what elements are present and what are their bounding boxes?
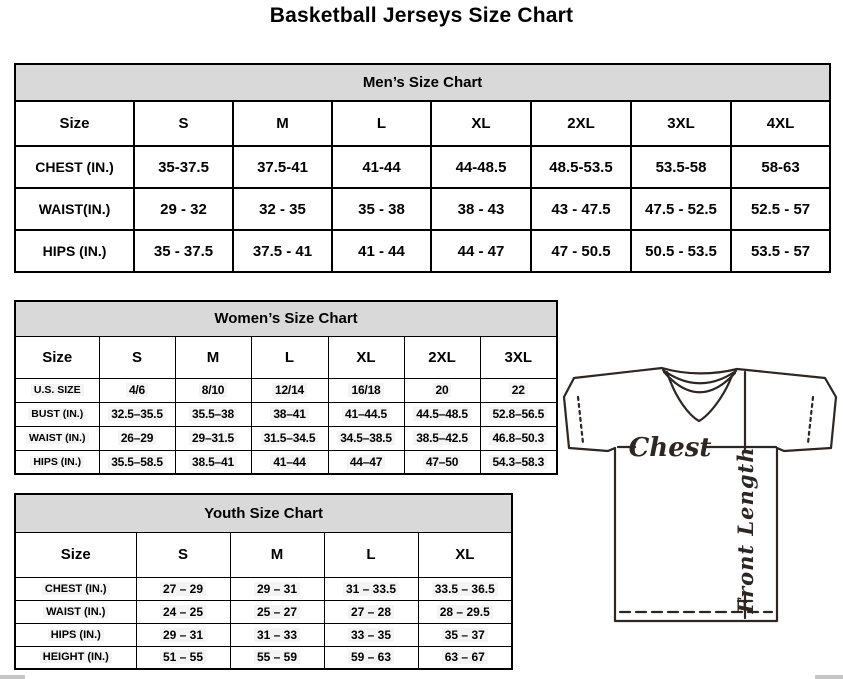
size-value: 35.5–38	[175, 402, 251, 426]
table-row	[15, 450, 557, 474]
table-row	[15, 623, 512, 646]
size-value: 44 - 47	[431, 230, 531, 272]
size-value: 38.5–41	[175, 450, 251, 474]
page-title: Basketball Jerseys Size Chart	[269, 4, 574, 27]
size-value: 16/18	[328, 378, 404, 402]
column-header: M	[230, 532, 324, 577]
size-value: 47.5 - 52.5	[631, 188, 731, 230]
youth-size-chart-table	[14, 493, 513, 670]
column-header: 2XL	[531, 101, 631, 146]
table-title-row	[15, 301, 557, 336]
table-row	[15, 378, 557, 402]
column-header: S	[99, 336, 175, 378]
size-value: 51 – 55	[136, 646, 230, 669]
size-value: 41 - 44	[332, 230, 431, 272]
column-header: 4XL	[731, 101, 830, 146]
table-title: Youth Size Chart	[15, 494, 512, 532]
column-header: M	[175, 336, 251, 378]
table-body	[15, 146, 830, 272]
size-value: 55 – 59	[230, 646, 324, 669]
size-value: 44.5–48.5	[404, 402, 480, 426]
size-value: 35 - 37.5	[134, 230, 233, 272]
column-header: XL	[328, 336, 404, 378]
front-length-label: Front Length	[733, 446, 758, 614]
table-title-row	[15, 64, 830, 101]
table-header-row	[15, 336, 557, 378]
size-value: 34.5–38.5	[328, 426, 404, 450]
column-header: Size	[15, 532, 136, 577]
table-row	[15, 577, 512, 600]
size-value: 26–29	[99, 426, 175, 450]
size-value: 53.5 - 57	[731, 230, 830, 272]
size-value: 35-37.5	[134, 146, 233, 188]
column-header: 3XL	[480, 336, 557, 378]
table-row	[15, 600, 512, 623]
size-value: 4/6	[99, 378, 175, 402]
size-value: 33.5 – 36.5	[418, 577, 512, 600]
size-value: 41-44	[332, 146, 431, 188]
table-body	[15, 378, 557, 474]
horizontal-scrollbar[interactable]	[0, 675, 843, 679]
size-value: 8/10	[175, 378, 251, 402]
size-value: 35 - 38	[332, 188, 431, 230]
jersey-diagram	[556, 356, 843, 628]
table-row	[15, 646, 512, 669]
size-value: 27 – 28	[324, 600, 418, 623]
size-value: 47 - 50.5	[531, 230, 631, 272]
table-row	[15, 188, 830, 230]
size-value: 41–44	[251, 450, 328, 474]
table-title-row	[15, 494, 512, 532]
size-value: 35 – 37	[418, 623, 512, 646]
size-value: 38–41	[251, 402, 328, 426]
table-title: Men’s Size Chart	[15, 64, 830, 101]
column-header: XL	[418, 532, 512, 577]
row-label: HIPS (IN.)	[15, 230, 134, 272]
size-value: 24 – 25	[136, 600, 230, 623]
column-header: L	[332, 101, 431, 146]
column-header: 3XL	[631, 101, 731, 146]
row-label: HEIGHT (IN.)	[15, 646, 136, 669]
table-title: Women’s Size Chart	[15, 301, 557, 336]
size-value: 29 - 32	[134, 188, 233, 230]
table-row	[15, 402, 557, 426]
size-value: 52.5 - 57	[731, 188, 830, 230]
size-value: 54.3–58.3	[480, 450, 557, 474]
column-header: L	[324, 532, 418, 577]
chest-label: Chest	[628, 433, 712, 463]
column-header: 2XL	[404, 336, 480, 378]
column-header: XL	[431, 101, 531, 146]
table-header-row	[15, 532, 512, 577]
row-label: HIPS (IN.)	[15, 623, 136, 646]
size-value: 38 - 43	[431, 188, 531, 230]
size-value: 32.5–35.5	[99, 402, 175, 426]
row-label: CHEST (IN.)	[15, 577, 136, 600]
column-header: S	[134, 101, 233, 146]
size-value: 31.5–34.5	[251, 426, 328, 450]
size-value: 59 – 63	[324, 646, 418, 669]
column-header: S	[136, 532, 230, 577]
size-value: 33 – 35	[324, 623, 418, 646]
row-label: BUST (IN.)	[15, 402, 99, 426]
table-row	[15, 146, 830, 188]
column-header: Size	[15, 101, 134, 146]
size-value: 52.8–56.5	[480, 402, 557, 426]
scrollbar-right-edge[interactable]	[815, 675, 843, 679]
scrollbar-left-edge[interactable]	[0, 675, 25, 679]
size-value: 31 – 33.5	[324, 577, 418, 600]
table-row	[15, 230, 830, 272]
size-value: 53.5-58	[631, 146, 731, 188]
mens-size-chart-table	[14, 63, 831, 273]
size-value: 31 – 33	[230, 623, 324, 646]
row-label: HIPS (IN.)	[15, 450, 99, 474]
size-value: 46.8–50.3	[480, 426, 557, 450]
size-value: 12/14	[251, 378, 328, 402]
jersey-outline	[564, 368, 836, 621]
size-value: 48.5-53.5	[531, 146, 631, 188]
size-value: 20	[404, 378, 480, 402]
column-header: M	[233, 101, 332, 146]
size-value: 58-63	[731, 146, 830, 188]
row-label: CHEST (IN.)	[15, 146, 134, 188]
size-value: 38.5–42.5	[404, 426, 480, 450]
column-header: Size	[15, 336, 99, 378]
size-value: 35.5–58.5	[99, 450, 175, 474]
size-value: 28 – 29.5	[418, 600, 512, 623]
size-value: 41–44.5	[328, 402, 404, 426]
womens-size-chart-table	[14, 300, 558, 475]
size-value: 44-48.5	[431, 146, 531, 188]
size-value: 44–47	[328, 450, 404, 474]
row-label: WAIST(IN.)	[15, 188, 134, 230]
table-header-row	[15, 101, 830, 146]
size-value: 50.5 - 53.5	[631, 230, 731, 272]
size-value: 32 - 35	[233, 188, 332, 230]
size-value: 27 – 29	[136, 577, 230, 600]
size-value: 37.5-41	[233, 146, 332, 188]
size-value: 25 – 27	[230, 600, 324, 623]
table-body	[15, 577, 512, 669]
size-value: 37.5 - 41	[233, 230, 332, 272]
column-header: L	[251, 336, 328, 378]
size-value: 63 – 67	[418, 646, 512, 669]
row-label: WAIST (IN.)	[15, 600, 136, 623]
table-row	[15, 426, 557, 450]
row-label: WAIST (IN.)	[15, 426, 99, 450]
row-label: U.S. SIZE	[15, 378, 99, 402]
size-value: 47–50	[404, 450, 480, 474]
size-value: 29 – 31	[136, 623, 230, 646]
size-value: 29–31.5	[175, 426, 251, 450]
size-value: 22	[480, 378, 557, 402]
size-value: 43 - 47.5	[531, 188, 631, 230]
size-value: 29 – 31	[230, 577, 324, 600]
